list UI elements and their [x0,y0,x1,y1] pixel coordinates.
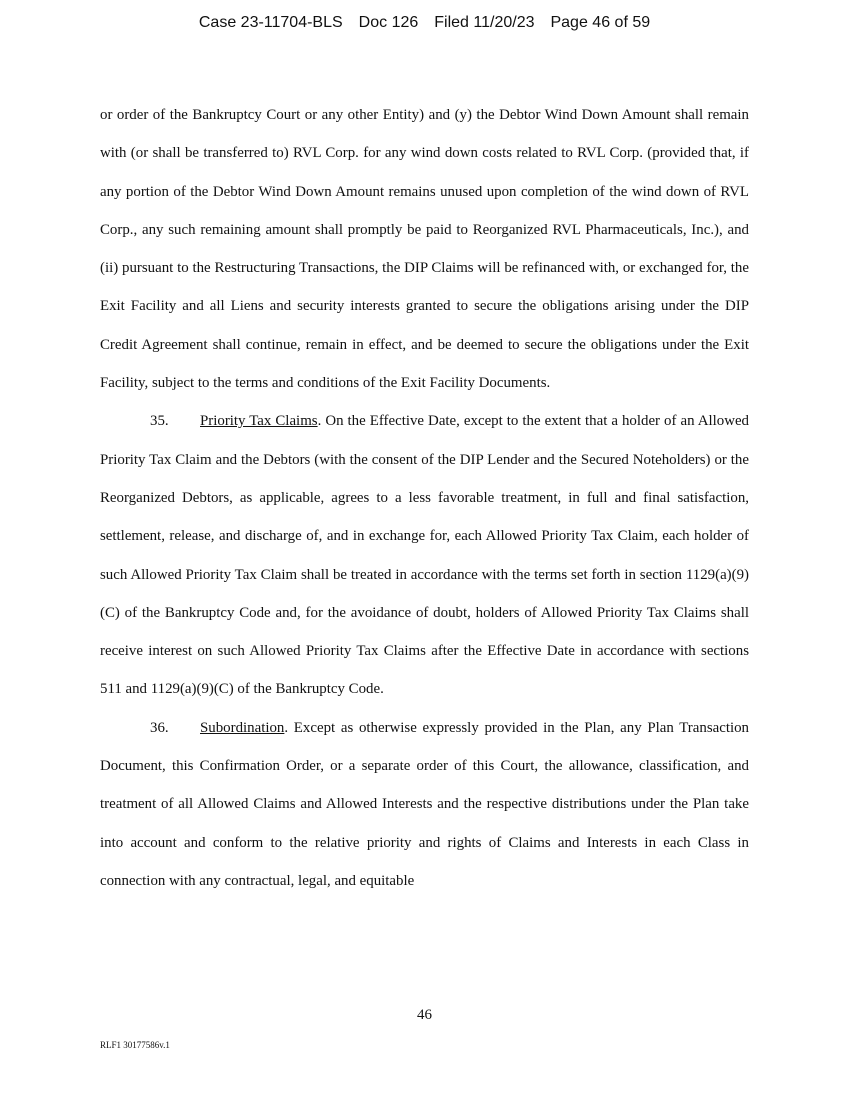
case-header [0,14,849,32]
doc-number: Doc 126 [358,14,419,31]
document-id: RLF1 30177586v.1 [100,1040,170,1050]
page-number: 46 [417,1007,432,1023]
paragraph-heading: Priority Tax Claims [200,413,318,430]
filed-date: Filed 11/20/23 [434,14,535,31]
continuation-paragraph: or order of the Bankruptcy Court or any other Entity) and (y) the Debtor Wind Down Amount shall remain with (or shall be transferred to) RVL Corp. for any wind down costs related to RVL Corp. (provided that, if any portion of the Debtor Wind Down Amount remains unused upon completion of the wind down of RVL Corp., any such remaining amount shall promptly be paid to Reorganized RVL Pharmaceuticals, Inc.), and (ii) pursuant to the Restructuring Transactions, the DIP Claims will be refinanced with, or exchanged for, the Exit Facility and all Liens and security interests granted to secure the obligations arising under the DIP Credit Agreement shall continue, remain in effect, and be deemed to secure the obligations under the Exit Facility, subject to the terms and conditions of the Exit Facility Documents. [100,107,749,392]
paragraph-heading: Subordination [200,719,285,736]
page-indicator: Page 46 of 59 [550,14,651,31]
document-body [100,96,749,900]
case-number: Case 23-11704-BLS [198,14,343,31]
paragraph-text: . Except as otherwise expressly provided in the Plan, any Plan Transaction Document, this Confirmation Order, or a separate order of this Court, the allowance, classification, and treatment of all Allowed Claims and Allowed Interests and the respective distributions under the Plan take into account and conform to the relative priority and rights of Claims and Interests in each Class in connection with any contractual, legal, and equitable [100,719,749,889]
paragraph-number: 35. [150,413,169,430]
paragraph-text: . On the Effective Date, except to the extent that a holder of an Allowed Priority Tax Claim and the Debtors (with the consent of the DIP Lender and the Secured Noteholders) or the Reorganized Debtors, as applicable, agrees to a less favorable treatment, in full and final satisfaction, settlement, release, and discharge of, and in exchange for, each Allowed Priority Tax Claim, each holder of such Allowed Priority Tax Claim shall be treated in accordance with the terms set forth in section 1129(a)(9)(C) of the Bankruptcy Code and, for the avoidance of doubt, holders of Allowed Priority Tax Claims shall receive interest on such Allowed Priority Tax Claims after the Effective Date in accordance with sections 511 and 1129(a)(9)(C) of the Bankruptcy Code. [100,413,749,698]
paragraph-35 [100,402,749,708]
paragraph-36 [100,709,749,900]
paragraph-number: 36. [150,719,169,736]
